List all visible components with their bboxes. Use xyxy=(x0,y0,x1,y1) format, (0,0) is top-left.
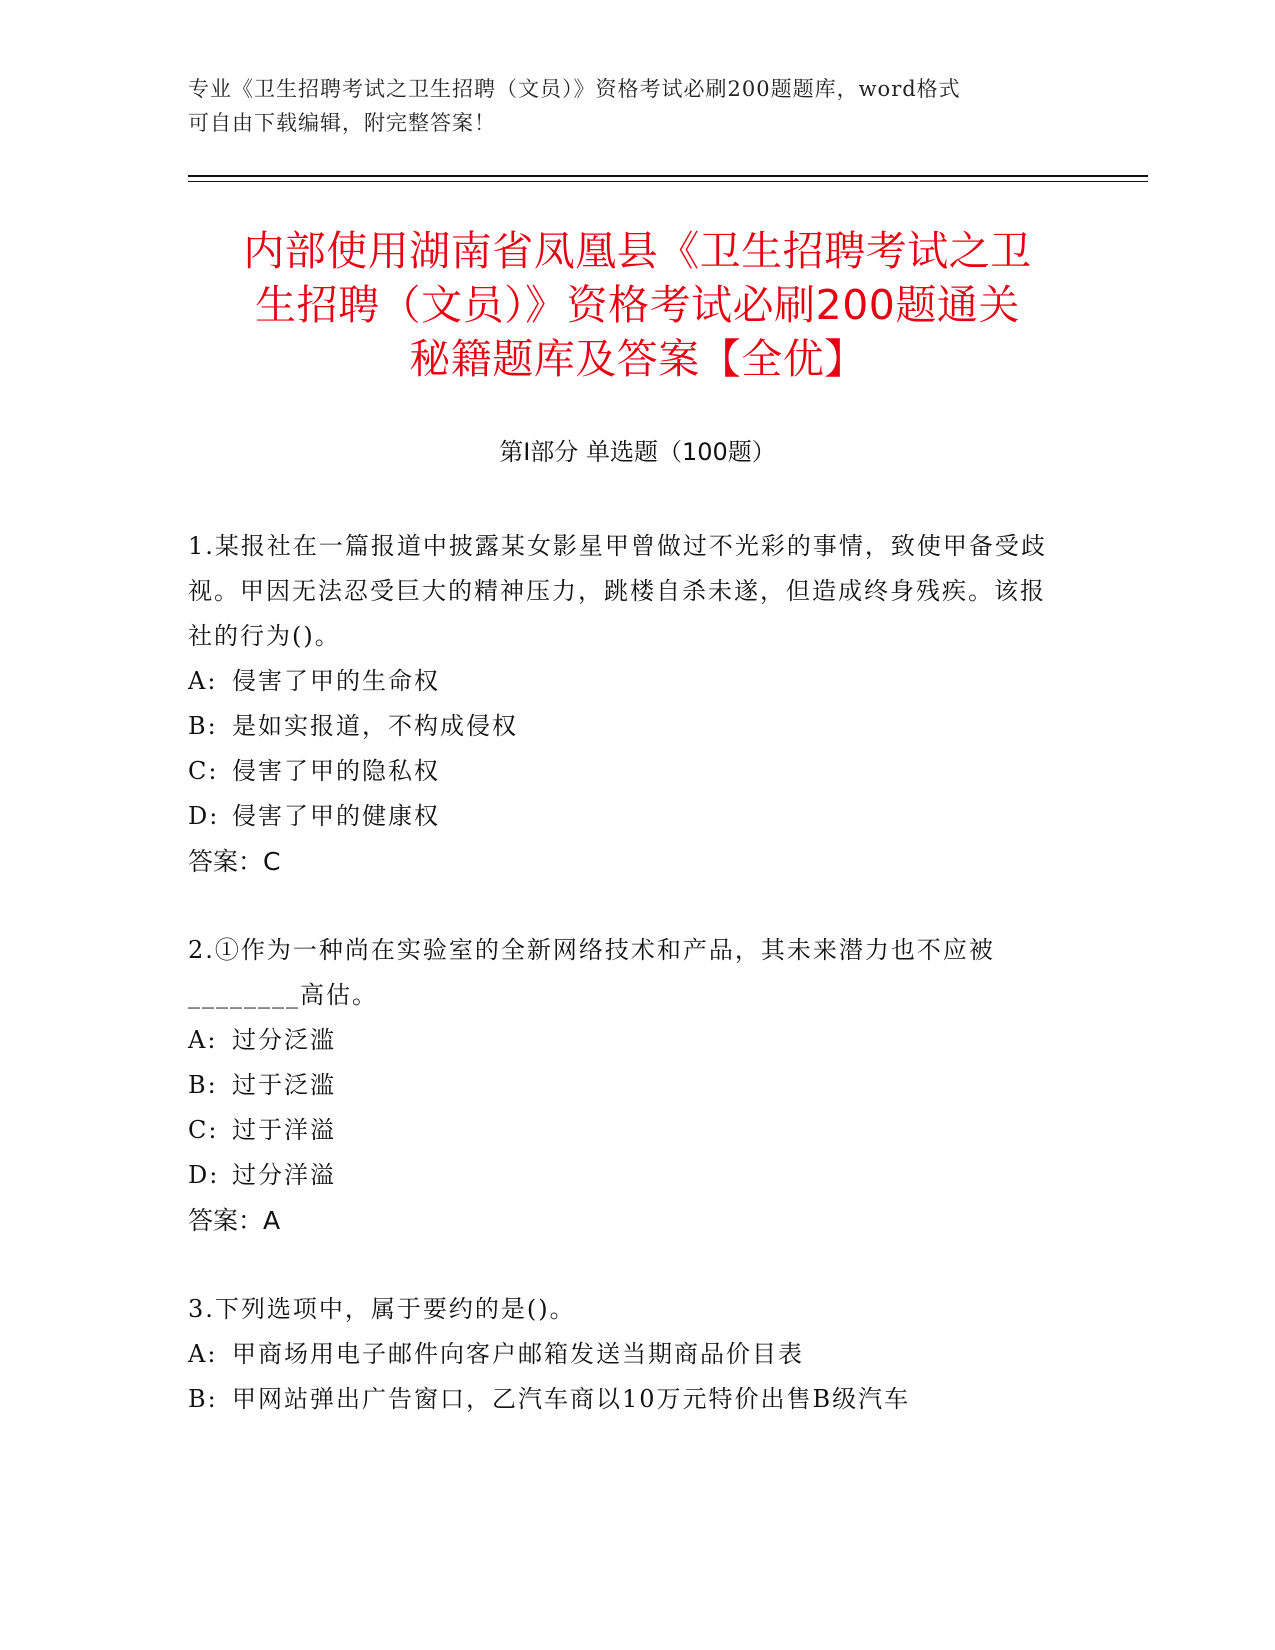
option-text: 过于洋溢 xyxy=(232,1116,336,1144)
option-a[interactable] xyxy=(188,1332,1068,1377)
option-key: D: xyxy=(188,802,220,830)
question-stem: 2.①作为一种尚在实验室的全新网络技术和产品，其未来潜力也不应被________高估。 xyxy=(188,936,995,1009)
option-text: 侵害了甲的隐私权 xyxy=(232,757,440,785)
header-rule-thick xyxy=(188,175,1148,177)
option-key: C: xyxy=(188,1116,219,1144)
option-text: 过分洋溢 xyxy=(232,1161,336,1189)
option-b[interactable] xyxy=(188,1377,1068,1422)
option-text: 过分泛滥 xyxy=(232,1026,336,1054)
question-stem: 3.下列选项中，属于要约的是()。 xyxy=(188,1295,576,1323)
option-a[interactable] xyxy=(188,659,1068,704)
header-rule-thin xyxy=(188,181,1148,182)
option-c[interactable] xyxy=(188,749,1068,794)
option-text: 侵害了甲的健康权 xyxy=(232,802,440,830)
option-key: B: xyxy=(188,712,218,740)
question-list xyxy=(188,524,1068,1466)
answer-line: 答案：C xyxy=(188,847,281,876)
option-text: 甲商场用电子邮件向客户邮箱发送当期商品价目表 xyxy=(232,1340,804,1368)
document-title-line-1: 内部使用湖南省凤凰县《卫生招聘考试之卫 xyxy=(243,227,1032,275)
document-title-line-2: 生招聘（文员）》资格考试必刷200题通关 xyxy=(255,281,1020,329)
option-text: 过于泛滥 xyxy=(232,1071,336,1099)
option-key: D: xyxy=(188,1161,220,1189)
option-key: C: xyxy=(188,757,219,785)
section-title: 第Ⅰ部分 单选题（100题） xyxy=(499,438,776,466)
question-2 xyxy=(188,928,1068,1243)
option-b[interactable] xyxy=(188,704,1068,749)
option-key: A: xyxy=(188,1340,218,1368)
question-stem: 1.某报社在一篇报道中披露某女影星甲曾做过不光彩的事情，致使甲备受歧视。甲因无法忍受巨大的精神压力，跳楼自杀未遂，但造成终身残疾。该报社的行为()。 xyxy=(188,532,1047,650)
answer-line: 答案：A xyxy=(188,1206,281,1235)
option-d[interactable] xyxy=(188,1153,1068,1198)
option-key: A: xyxy=(188,667,218,695)
header-note-line-2: 可自由下载编辑，附完整答案！ xyxy=(188,111,496,135)
option-text: 甲网站弹出广告窗口，乙汽车商以10万元特价出售B级汽车 xyxy=(232,1385,911,1413)
option-key: B: xyxy=(188,1071,218,1099)
option-c[interactable] xyxy=(188,1108,1068,1153)
option-d[interactable] xyxy=(188,794,1068,839)
document-title-line-3: 秘籍题库及答案【全优】 xyxy=(409,335,866,383)
question-1 xyxy=(188,524,1068,884)
option-key: B: xyxy=(188,1385,218,1413)
question-3 xyxy=(188,1287,1068,1422)
option-b[interactable] xyxy=(188,1063,1068,1108)
header-note-line-1: 专业《卫生招聘考试之卫生招聘（文员）》资格考试必刷200题题库，word格式 xyxy=(188,77,961,101)
option-text: 侵害了甲的生命权 xyxy=(232,667,440,695)
option-key: A: xyxy=(188,1026,218,1054)
option-a[interactable] xyxy=(188,1018,1068,1063)
document-title xyxy=(150,224,1125,386)
header-note xyxy=(188,72,1068,140)
option-text: 是如实报道，不构成侵权 xyxy=(232,712,518,740)
